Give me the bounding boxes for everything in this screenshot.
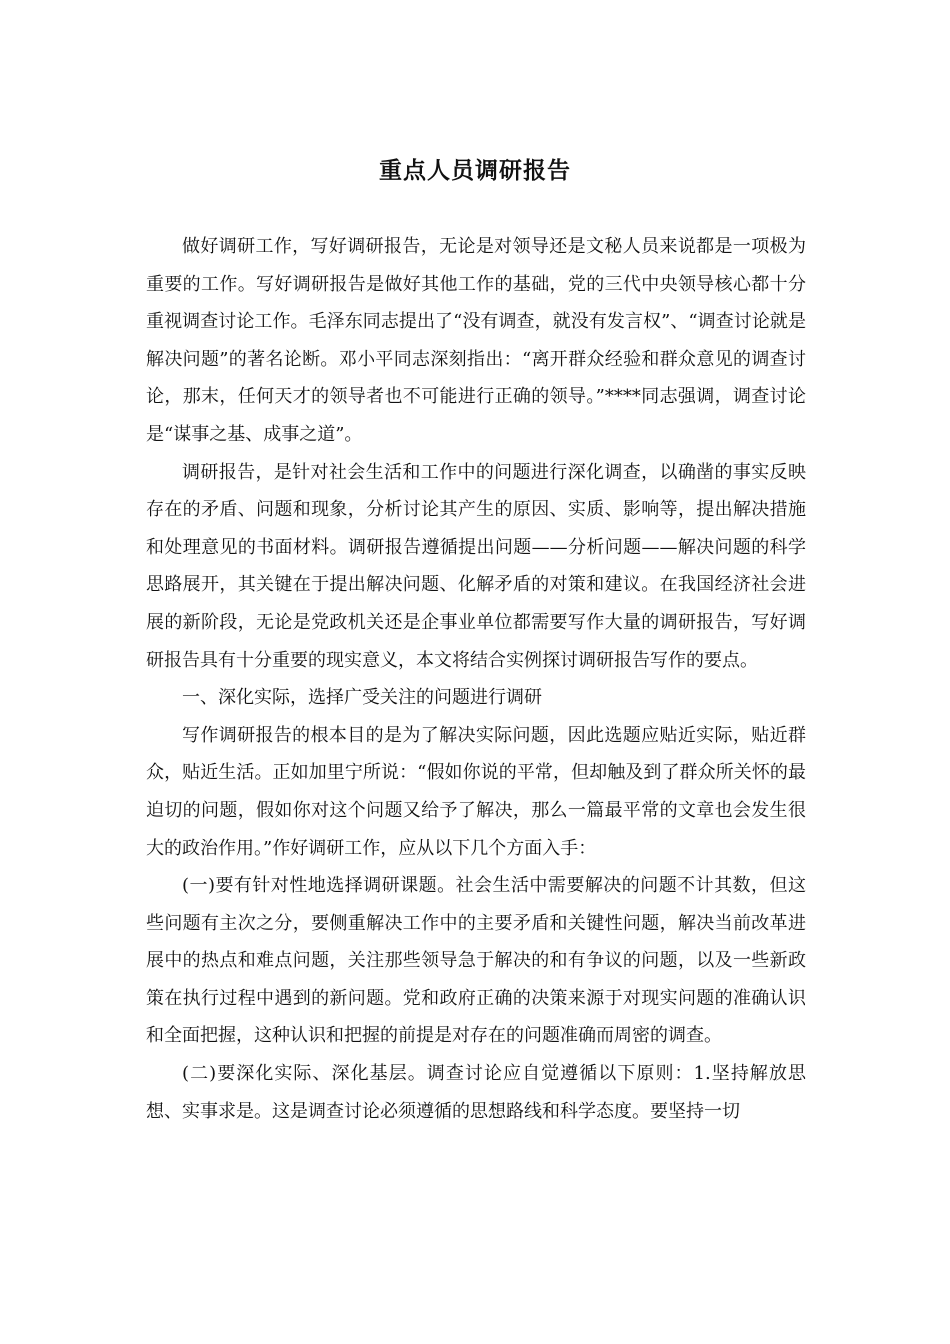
paragraph-item-2: (二)要深化实际、深化基层。调查讨论应自觉遵循以下原则：1.坚持解放思想、实事求是。这是调查讨论必须遵循的思想路线和科学态度。要坚持一切 xyxy=(146,1063,806,1122)
paragraph-item-1: (一)要有针对性地选择调研课题。社会生活中需要解决的问题不计其数，但这些问题有主次之分，要侧重解决工作中的主要矛盾和关键性问题，解决当前改革进展中的热点和难点问题，关注那些领导急于解决的和有争议的问题，以及一些新政策在执行过程中遇到的新问题。党和政府正确的决策来源于对现实问题的准确认识和全面把握，这种认识和把握的前提是对存在的问题准确而周密的调查。 xyxy=(146,875,806,1047)
section-heading-1: 一、深化实际，选择广受关注的问题进行调研 xyxy=(182,687,542,709)
document-title: 重点人员调研报告 xyxy=(379,158,571,184)
paragraph-intro: 做好调研工作，写好调研报告，无论是对领导还是文秘人员来说都是一项极为重要的工作。写好调研报告是做好其他工作的基础，党的三代中央领导核心都十分重视调查讨论工作。毛泽东同志提出了“没有调查，就没有发言权”、“调查讨论就是解决问题”的著名论断。邓小平同志深刻指出：“离开群众经验和群众意见的调查讨论，那末，任何天才的领导者也不可能进行正确的领导。”****同志强调，调查讨论是“谋事之基、成事之道”。 xyxy=(146,236,806,445)
paragraph-definition: 调研报告，是针对社会生活和工作中的问题进行深化调查，以确凿的事实反映存在的矛盾、问题和现象，分析讨论其产生的原因、实质、影响等，提出解决措施和处理意见的书面材料。调研报告遵循提出问题——分析问题——解决问题的科学思路展开，其关键在于提出解决问题、化解矛盾的对策和建议。在我国经济社会进展的新阶段，无论是党政机关还是企事业单位都需要写作大量的调研报告，写好调研报告具有十分重要的现实意义，本文将结合实例探讨调研报告写作的要点。 xyxy=(146,461,806,671)
document-body xyxy=(146,228,806,1130)
paragraph-purpose: 写作调研报告的根本目的是为了解决实际问题，因此选题应贴近实际，贴近群众，贴近生活。正如加里宁所说：“假如你说的平常，但却触及到了群众所关怀的最迫切的问题，假如你对这个问题又给予了解决，那么一篇最平常的文章也会发生很大的政治作用。”作好调研工作，应从以下几个方面入手： xyxy=(146,724,806,859)
